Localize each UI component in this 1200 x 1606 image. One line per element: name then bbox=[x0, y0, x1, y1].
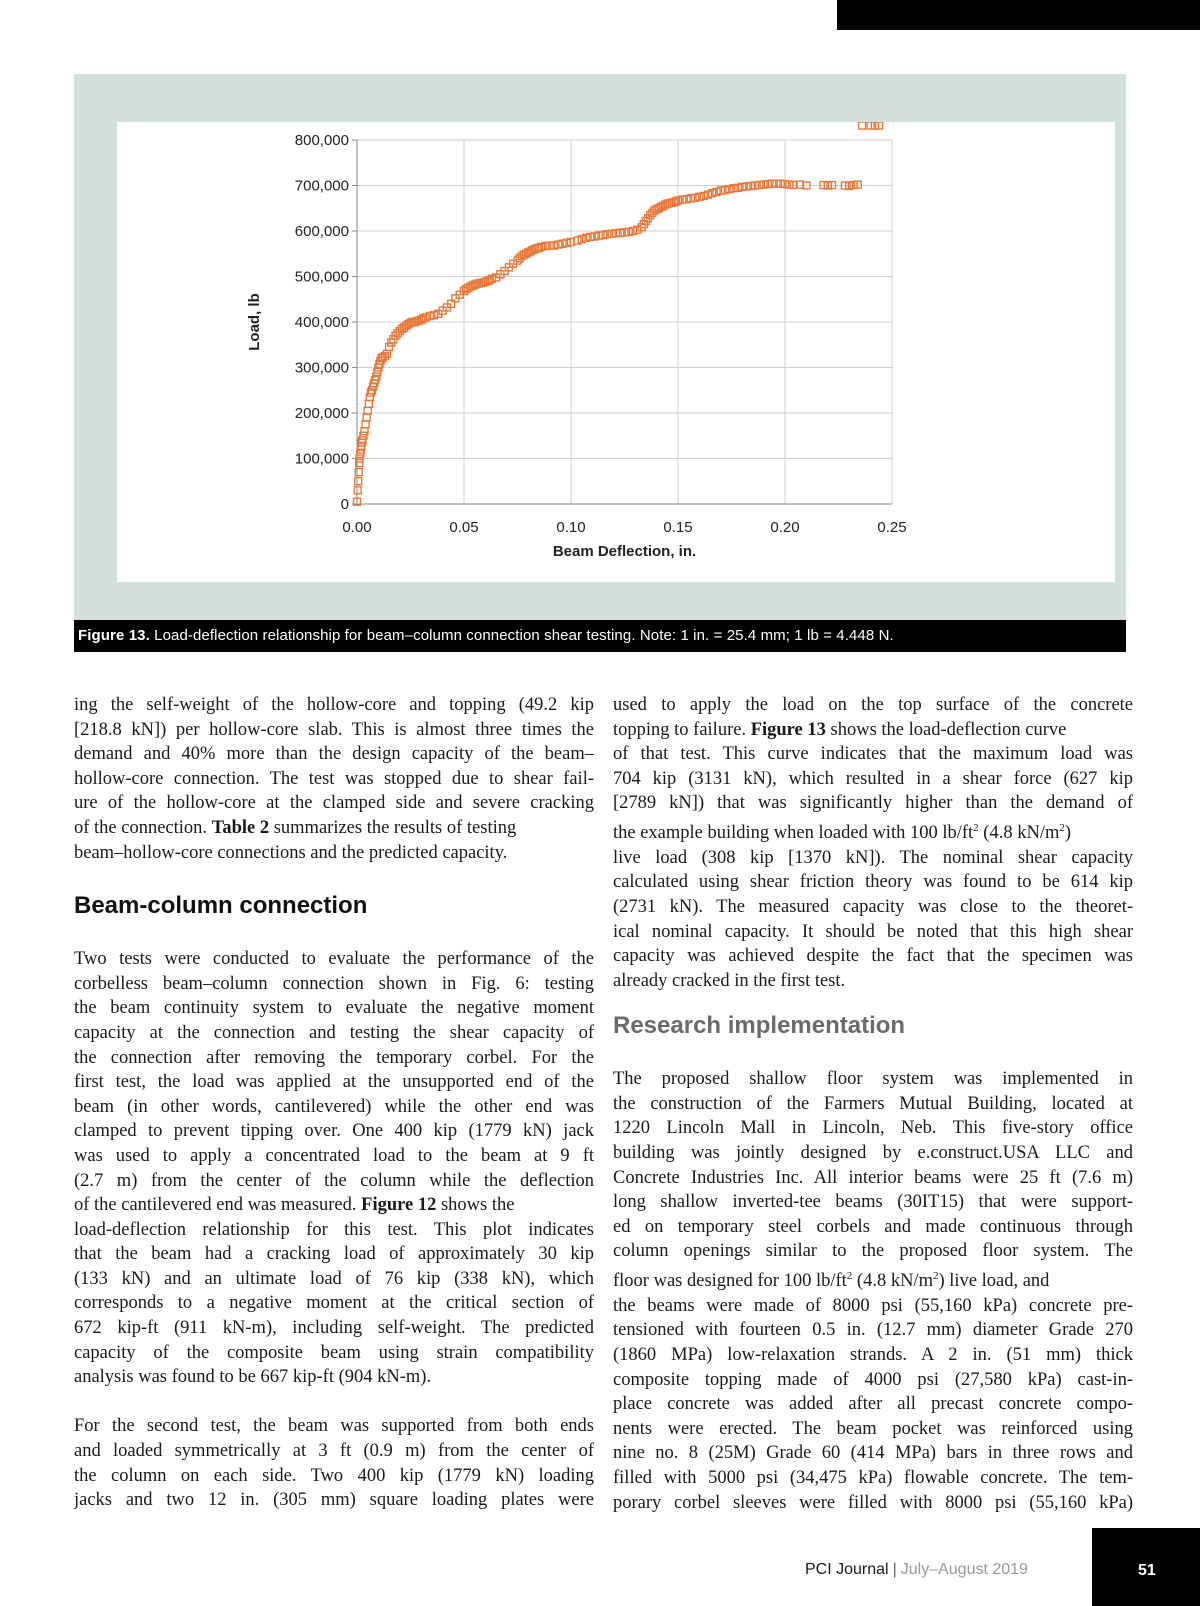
data-point bbox=[355, 478, 362, 485]
text-line: live load (308 kip [1370 kN]). The nominal shear capacity bbox=[613, 847, 1133, 868]
data-point bbox=[363, 414, 370, 421]
text-span: the example building when loaded with 100 lb/ft bbox=[613, 823, 974, 844]
text-line: [218.8 kN]) per hollow-core slab. This is almost three times the bbox=[74, 719, 594, 740]
text-line: 672 kip-ft (911 kN-m), including self-weight. The predicted bbox=[74, 1318, 594, 1339]
data-point bbox=[859, 122, 866, 129]
text-line: 704 kip (3131 kN), which resulted in a shear force (627 kip bbox=[613, 768, 1133, 789]
y-tick-label: 500,000 bbox=[294, 268, 349, 286]
superscript: 2 bbox=[973, 821, 979, 834]
journal-name: PCI Journal bbox=[805, 1561, 889, 1578]
text-line: composite topping made of 4000 psi (27,580 kPa) cast-in- bbox=[613, 1369, 1133, 1390]
left-column bbox=[74, 693, 594, 1513]
figure-reference: Figure 12 bbox=[361, 1195, 437, 1216]
text-line: the column on each side. Two 400 kip (1779 kN) loading bbox=[74, 1465, 594, 1486]
text-line: already cracked in the first test. bbox=[613, 970, 846, 991]
text-line: filled with 5000 psi (34,475 kPa) flowable concrete. The tem- bbox=[613, 1467, 1133, 1488]
text-line: jacks and two 12 in. (305 mm) square loading plates were bbox=[74, 1490, 594, 1511]
text-line: nine no. 8 (25M) Grade 60 (414 MPa) bars in three rows and bbox=[613, 1443, 1133, 1464]
text-line: porary corbel sleeves were filled with 8000 psi (55,160 kPa) bbox=[613, 1492, 1133, 1513]
paragraph bbox=[74, 947, 594, 1390]
text-span: of the cantilevered end was measured. bbox=[74, 1195, 362, 1216]
y-axis-label: Load, lb bbox=[246, 293, 263, 351]
superscript: 2 bbox=[1059, 821, 1065, 834]
paragraph bbox=[613, 693, 1133, 993]
y-tick-label: 200,000 bbox=[294, 405, 349, 422]
y-tick-label: 400,000 bbox=[294, 314, 349, 331]
data-point bbox=[355, 469, 362, 476]
text-line: For the second test, the beam was supported from both ends bbox=[74, 1416, 594, 1437]
text-line: (133 kN) and an ultimate load of 76 kip (338 kN), which bbox=[74, 1268, 594, 1289]
load-deflection-chart bbox=[117, 122, 1115, 582]
issue-date: July–August 2019 bbox=[900, 1561, 1028, 1578]
text-span: floor was designed for 100 lb/ft bbox=[613, 1271, 847, 1292]
x-tick-label: 0.25 bbox=[877, 519, 907, 536]
text-line: Two tests were conducted to evaluate the performance of the bbox=[74, 949, 594, 970]
text-line: capacity was achieved despite the fact that the specimen was bbox=[613, 946, 1133, 967]
paragraph bbox=[74, 693, 594, 865]
figure-label: Figure 13. bbox=[78, 627, 150, 644]
text-line: ing the self-weight of the hollow-core and topping (49.2 kip bbox=[74, 695, 594, 715]
y-tick-label: 300,000 bbox=[294, 359, 349, 377]
text-line: that the beam had a cracking load of approximately 30 kip bbox=[74, 1244, 594, 1265]
paragraph bbox=[613, 1067, 1133, 1515]
text-line: Concrete Industries Inc. All interior beams were 25 ft (7.6 m) bbox=[613, 1167, 1133, 1188]
text-span: ) live load, and bbox=[938, 1271, 1050, 1292]
text-line: clamped to prevent tipping over. One 400 kip (1779 kN) jack bbox=[74, 1121, 594, 1142]
text-line: the beam continuity system to evaluate the negative moment bbox=[74, 998, 594, 1019]
superscript: 2 bbox=[932, 1270, 939, 1283]
x-axis-label: Beam Deflection, in. bbox=[552, 543, 697, 560]
table-reference: Table 2 bbox=[211, 817, 270, 838]
text-span: topping to failure. bbox=[613, 719, 751, 740]
text-line: analysis was found to be 667 kip-ft (904 kN-m). bbox=[74, 1367, 432, 1388]
section-heading: Research implementation bbox=[613, 1012, 906, 1040]
right-column bbox=[613, 693, 1133, 1515]
page-number: 51 bbox=[1138, 1562, 1156, 1579]
text-line bbox=[613, 816, 1133, 846]
text-span: (4.8 kN/m bbox=[852, 1271, 933, 1292]
footer-separator: | bbox=[892, 1561, 897, 1578]
text-line: (1860 MPa) low-relaxation strands. A 2 in. (51 mm) thick bbox=[613, 1344, 1133, 1365]
y-tick-label: 800,000 bbox=[294, 132, 349, 149]
text-line: the connection after removing the temporary corbel. For the bbox=[74, 1047, 594, 1068]
text-line: corbelless beam–column connection shown in Fig. 6: testing bbox=[74, 973, 594, 994]
y-tick-label: 100,000 bbox=[294, 450, 349, 468]
text-line: ical nominal capacity. It should be noted that this high shear bbox=[613, 921, 1133, 942]
text-span: summarizes the results of testing bbox=[269, 817, 517, 838]
text-line: (2731 kN). The measured capacity was close to the theoret- bbox=[613, 896, 1133, 917]
text-line bbox=[74, 816, 594, 841]
text-line: building was jointly designed by e.construct.USA LLC and bbox=[613, 1143, 1133, 1164]
section-heading: Beam-column connection bbox=[74, 892, 368, 920]
text-line: and loaded symmetrically at 3 ft (0.9 m) from the center of bbox=[74, 1441, 594, 1462]
text-line: first test, the load was applied at the unsupported end of the bbox=[74, 1072, 594, 1093]
paragraph bbox=[74, 1414, 594, 1512]
text-span: shows the load-deflection curve bbox=[825, 719, 1067, 740]
text-line: ed on temporary steel corbels and made continuous through bbox=[613, 1216, 1133, 1237]
text-line bbox=[74, 1193, 594, 1218]
x-tick-label: 0.05 bbox=[449, 519, 479, 536]
text-span: (4.8 kN/m bbox=[978, 823, 1060, 844]
text-line: was used to apply a concentrated load to the beam at 9 ft bbox=[74, 1145, 594, 1166]
text-line: ure of the hollow-core at the clamped side and severe cracking bbox=[74, 793, 594, 814]
text-line: hollow-core connection. The test was stopped due to shear fail- bbox=[74, 768, 594, 789]
data-point bbox=[386, 344, 393, 351]
data-point bbox=[876, 122, 883, 129]
text-line: beam (in other words, cantilevered) while the other end was bbox=[74, 1096, 594, 1117]
data-point bbox=[365, 400, 372, 407]
text-line: used to apply the load on the top surface of the concrete bbox=[613, 695, 1133, 715]
figure-caption bbox=[74, 620, 1126, 652]
text-line: demand and 40% more than the design capacity of the beam– bbox=[74, 744, 594, 765]
text-line: [2789 kN]) that was significantly higher than the demand of bbox=[613, 793, 1133, 814]
text-line: tensioned with fourteen 0.5 in. (12.7 mm) diameter Grade 270 bbox=[613, 1320, 1133, 1341]
text-span: ) bbox=[1064, 823, 1072, 844]
y-tick-label: 600,000 bbox=[294, 223, 349, 240]
text-line bbox=[613, 1264, 1133, 1294]
y-tick-label: 0 bbox=[340, 496, 349, 513]
data-point bbox=[871, 122, 878, 129]
running-footer bbox=[805, 1561, 1028, 1579]
x-tick-label: 0.20 bbox=[770, 519, 800, 536]
y-tick-label: 700,000 bbox=[294, 177, 349, 195]
text-span: of the connection. bbox=[74, 817, 212, 838]
text-line: calculated using shear friction theory was found to be 614 kip bbox=[613, 872, 1133, 893]
text-line bbox=[613, 718, 1133, 743]
text-line: load-deflection relationship for this test. This plot indicates bbox=[74, 1219, 594, 1240]
header-black-bar bbox=[837, 0, 1200, 30]
text-line: (2.7 m) from the center of the column while the deflection bbox=[74, 1170, 594, 1191]
text-line: nents were erected. The beam pocket was reinforced using bbox=[613, 1418, 1133, 1439]
data-point bbox=[354, 487, 361, 494]
text-line: place concrete was added after all precast concrete compo- bbox=[613, 1394, 1133, 1415]
text-line: column openings similar to the proposed floor system. The bbox=[613, 1241, 1133, 1262]
x-tick-label: 0.10 bbox=[556, 519, 586, 536]
figure-caption-text: Load-deflection relationship for beam–column connection shear testing. Note: 1 in. = 25.4 mm; 1 lb = 4.448 N. bbox=[149, 627, 894, 644]
text-line: the construction of the Farmers Mutual Building, located at bbox=[613, 1093, 1133, 1114]
data-point bbox=[867, 122, 874, 129]
text-line: 1220 Lincoln Mall in Lincoln, Neb. This five-story office bbox=[613, 1118, 1133, 1139]
text-line: of that test. This curve indicates that the maximum load was bbox=[613, 744, 1133, 765]
text-line: capacity of the composite beam using strain compatibility bbox=[74, 1342, 594, 1363]
text-line: corresponds to a negative moment at the critical section of bbox=[74, 1293, 594, 1314]
x-tick-label: 0.15 bbox=[663, 519, 693, 536]
superscript: 2 bbox=[846, 1270, 853, 1283]
chart-area bbox=[117, 122, 1115, 582]
text-line: long shallow inverted-tee beams (30IT15) that were support- bbox=[613, 1192, 1133, 1213]
data-point bbox=[773, 180, 780, 187]
figure-reference: Figure 13 bbox=[750, 719, 826, 740]
text-span: shows the bbox=[436, 1195, 515, 1216]
text-line: the beams were made of 8000 psi (55,160 kPa) concrete pre- bbox=[613, 1295, 1133, 1316]
data-point bbox=[362, 421, 369, 428]
text-line: The proposed shallow floor system was implemented in bbox=[613, 1069, 1133, 1090]
x-tick-label: 0.00 bbox=[342, 519, 372, 536]
text-line: beam–hollow-core connections and the predicted capacity. bbox=[74, 842, 508, 863]
text-line: capacity at the connection and testing the shear capacity of bbox=[74, 1022, 594, 1043]
